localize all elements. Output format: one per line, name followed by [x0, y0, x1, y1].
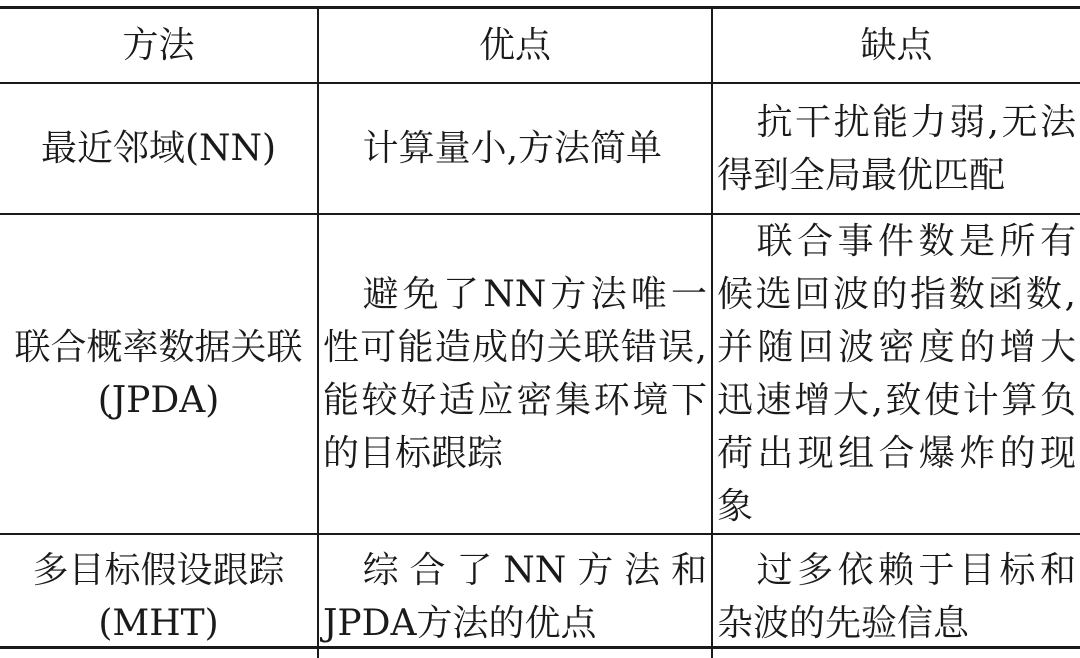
method-cell: 联合概率数据关联(JPDA) [0, 214, 318, 534]
table-bottom-rule [0, 646, 1080, 649]
header-method: 方法 [0, 9, 318, 83]
table-row [0, 83, 1080, 214]
advantage-cell: 避免了NN方法唯一性可能造成的关联错误,能较好适应密集环境下的目标跟踪 [318, 214, 712, 534]
header-disadvantage: 缺点 [712, 9, 1080, 83]
table-row [0, 214, 1080, 534]
advantage-cell: 综合了NN方法和JPDA方法的优点 [318, 534, 712, 658]
disadvantage-cell: 抗干扰能力弱,无法得到全局最优匹配 [712, 83, 1080, 214]
header-advantage: 优点 [318, 9, 712, 83]
disadvantage-cell: 联合事件数是所有候选回波的指数函数,并随回波密度的增大迅速增大,致使计算负荷出现组合爆炸的现象 [712, 214, 1080, 534]
disadvantage-cell: 过多依赖于目标和杂波的先验信息 [712, 534, 1080, 658]
table-header-row [0, 9, 1080, 83]
advantage-cell: 计算量小,方法简单 [318, 83, 712, 214]
method-cell: 最近邻域(NN) [0, 83, 318, 214]
method-cell: 多目标假设跟踪(MHT) [32, 549, 285, 644]
comparison-table [0, 9, 1080, 658]
table-row [0, 534, 1080, 658]
